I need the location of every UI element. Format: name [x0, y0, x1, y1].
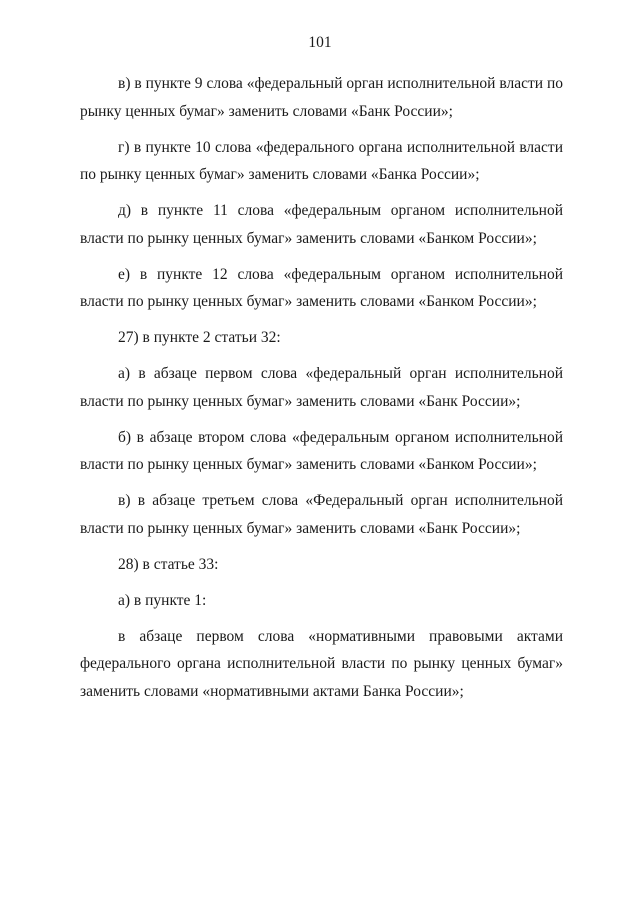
paragraph-v-third-abzac: в) в абзаце третьем слова «Федеральный орган исполнительной власти по рынку ценных бумаг» заменить словами «Банк России»;: [80, 492, 563, 537]
paragraph-d-point-11: д) в пункте 11 слова «федеральным органом исполнительной власти по рынку ценных бумаг» заменить словами «Банком России»;: [80, 202, 563, 247]
paragraph-item-27: 27) в пункте 2 статьи 32:: [118, 329, 281, 346]
paragraph-g-point-10: г) в пункте 10 слова «федерального органа исполнительной власти по рынку ценных бумаг» заменить словами «Банка России»;: [80, 138, 563, 183]
paragraph-v-point-9: в) в пункте 9 слова «федеральный орган исполнительной власти по рынку ценных бумаг» заменить словами «Банк России»;: [80, 75, 563, 120]
paragraph-b-second-abzac: б) в абзаце втором слова «федеральным органом исполнительной власти по рынку ценных бумаг» заменить словами «Банком России»;: [80, 428, 563, 473]
paragraph-e-point-12: е) в пункте 12 слова «федеральным органом исполнительной власти по рынку ценных бумаг» заменить словами «Банком России»;: [80, 265, 563, 310]
paragraph-item-28: 28) в статье 33:: [118, 555, 219, 573]
page-number: 101: [308, 34, 332, 51]
paragraph-a-point-1: а) в пункте 1:: [118, 591, 207, 609]
paragraph-a-first-abzac: а) в абзаце первом слова «федеральный орган исполнительной власти по рынку ценных бумаг» заменить словами «Банк России»;: [80, 365, 563, 410]
document-body: [80, 70, 563, 714]
paragraph-first-abzac-normative-acts: в абзаце первом слова «нормативными правовыми актами федерального органа исполнительной власти по рынку ценных бумаг» заменить словами «нормативными актами Банка России»;: [80, 627, 563, 700]
